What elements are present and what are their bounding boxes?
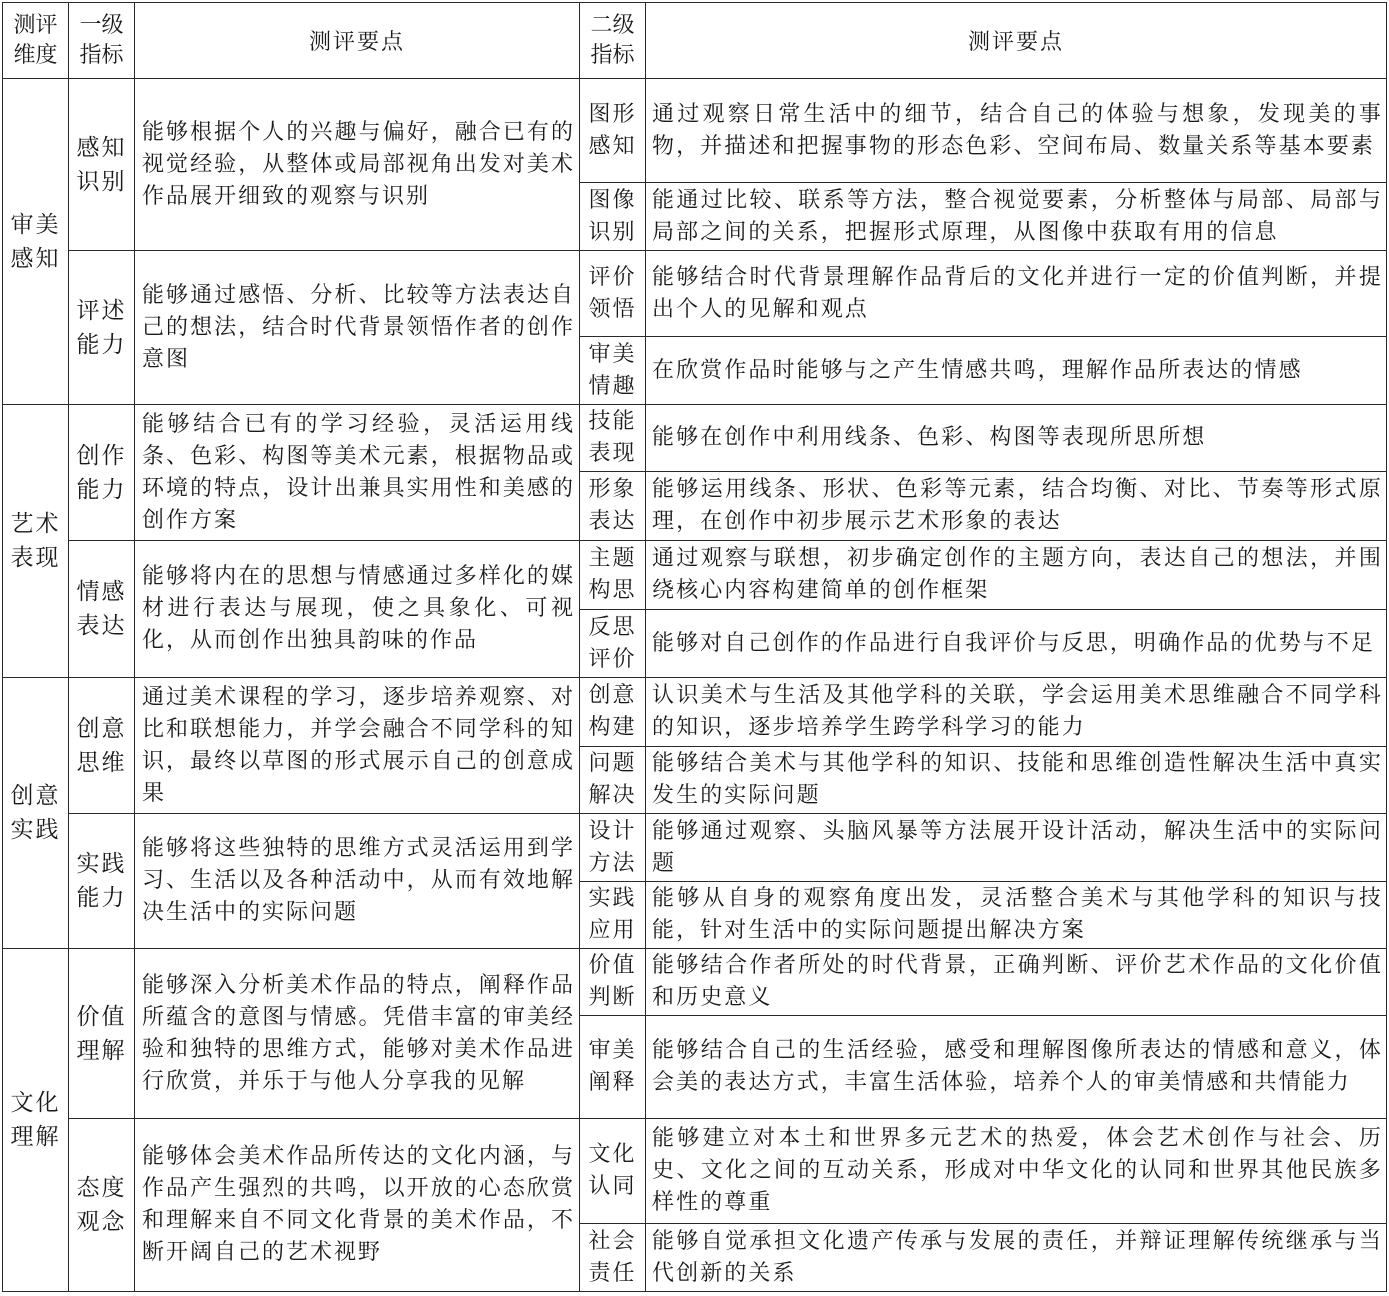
level1-points-cell: 能够体会美术作品所传达的文化内涵，与作品产生强烈的共鸣，以开放的心态欣赏和理解来自不同文化背景的美术作品，不断开阔自己的艺术视野 (135, 1119, 580, 1292)
level2-cell: 图形感知 (580, 79, 646, 183)
level2-points-cell: 能够结合自己的生活经验，感受和理解图像所表达的情感和意义，体会美的表达方式，丰富生活体验，培养个人的审美情感和共情能力 (646, 1016, 1387, 1119)
table-row (3, 251, 1387, 337)
table-row (3, 405, 1387, 472)
level2-cell: 形象表达 (580, 472, 646, 541)
header-level1: 一级指标 (69, 3, 135, 79)
header-level2: 二级指标 (580, 3, 646, 79)
level1-points-cell: 能够通过感悟、分析、比较等方法表达自己的想法，结合时代背景领悟作者的创作意图 (135, 251, 580, 405)
level2-cell: 价值判断 (580, 949, 646, 1016)
level1-points-cell: 能够将内在的思想与情感通过多样化的媒材进行表达与展现，使之具象化、可视化，从而创作出独具韵味的作品 (135, 541, 580, 678)
table-row (3, 1119, 1387, 1224)
level2-cell: 问题解决 (580, 747, 646, 814)
level2-points-cell: 通过观察日常生活中的细节，结合自己的体验与想象，发现美的事物，并描述和把握事物的形态色彩、空间布局、数量关系等基本要素 (646, 79, 1387, 183)
level1-cell: 创意思维 (69, 678, 135, 814)
level1-points-cell: 能够根据个人的兴趣与偏好，融合已有的视觉经验，从整体或局部视角出发对美术作品展开细致的观察与识别 (135, 79, 580, 251)
level2-cell: 文化认同 (580, 1119, 646, 1224)
header-points-level2: 测评要点 (646, 3, 1387, 79)
level2-points-cell: 认识美术与生活及其他学科的关联，学会运用美术思维融合不同学科的知识，逐步培养学生跨学科学习的能力 (646, 678, 1387, 747)
dimension-cell: 审美感知 (3, 79, 69, 405)
level2-points-cell: 能通过比较、联系等方法，整合视觉要素，分析整体与局部、局部与局部之间的关系，把握形式原理，从图像中获取有用的信息 (646, 183, 1387, 251)
level2-points-cell: 能够运用线条、形状、色彩等元素，结合均衡、对比、节奏等形式原理，在创作中初步展示艺术形象的表达 (646, 472, 1387, 541)
table-row (3, 541, 1387, 610)
level1-points-cell: 能够深入分析美术作品的特点，阐释作品所蕴含的意图与情感。凭借丰富的审美经验和独特的思维方式，能够对美术作品进行欣赏，并乐于与他人分享我的见解 (135, 949, 580, 1119)
level2-points-cell: 能够结合作者所处的时代背景，正确判断、评价艺术作品的文化价值和历史意义 (646, 949, 1387, 1016)
evaluation-table (2, 2, 1387, 1292)
level2-cell: 主题构思 (580, 541, 646, 610)
level1-points-cell: 通过美术课程的学习，逐步培养观察、对比和联想能力，并学会融合不同学科的知识，最终以草图的形式展示自己的创意成果 (135, 678, 580, 814)
level2-points-cell: 能够对自己创作的作品进行自我评价与反思，明确作品的优势与不足 (646, 610, 1387, 678)
table-row (3, 79, 1387, 183)
header-points-level1: 测评要点 (135, 3, 580, 79)
level2-cell: 审美情趣 (580, 337, 646, 405)
level2-cell: 社会责任 (580, 1224, 646, 1292)
table-row (3, 814, 1387, 882)
level2-cell: 创意构建 (580, 678, 646, 747)
level2-cell: 设计方法 (580, 814, 646, 882)
level2-cell: 反思评价 (580, 610, 646, 678)
level1-cell: 感知识别 (69, 79, 135, 251)
header-dimension: 测评维度 (3, 3, 69, 79)
level1-points-cell: 能够将这些独特的思维方式灵活运用到学习、生活以及各种活动中，从而有效地解决生活中的实际问题 (135, 814, 580, 949)
table-row (3, 949, 1387, 1016)
level2-cell: 评价领悟 (580, 251, 646, 337)
level1-points-cell: 能够结合已有的学习经验，灵活运用线条、色彩、构图等美术元素，根据物品或环境的特点，设计出兼具实用性和美感的创作方案 (135, 405, 580, 541)
dimension-cell: 创意实践 (3, 678, 69, 949)
level2-points-cell: 能够自觉承担文化遗产传承与发展的责任，并辩证理解传统继承与当代创新的关系 (646, 1224, 1387, 1292)
level1-cell: 实践能力 (69, 814, 135, 949)
level2-points-cell: 能够建立对本土和世界多元艺术的热爱，体会艺术创作与社会、历史、文化之间的互动关系，形成对中华文化的认同和世界其他民族多样性的尊重 (646, 1119, 1387, 1224)
level2-cell: 技能表现 (580, 405, 646, 472)
level2-points-cell: 能够从自身的观察角度出发，灵活整合美术与其他学科的知识与技能，针对生活中的实际问题提出解决方案 (646, 882, 1387, 949)
level2-points-cell: 通过观察与联想，初步确定创作的主题方向，表达自己的想法，并围绕核心内容构建简单的创作框架 (646, 541, 1387, 610)
level2-points-cell: 能够通过观察、头脑风暴等方法展开设计活动，解决生活中的实际问题 (646, 814, 1387, 882)
level2-points-cell: 能够在创作中利用线条、色彩、构图等表现所思所想 (646, 405, 1387, 472)
level1-cell: 价值理解 (69, 949, 135, 1119)
dimension-cell: 文化理解 (3, 949, 69, 1292)
level1-cell: 情感表达 (69, 541, 135, 678)
table-row (3, 678, 1387, 747)
level1-cell: 态度观念 (69, 1119, 135, 1292)
level2-points-cell: 能够结合时代背景理解作品背后的文化并进行一定的价值判断，并提出个人的见解和观点 (646, 251, 1387, 337)
level2-cell: 审美阐释 (580, 1016, 646, 1119)
level1-cell: 创作能力 (69, 405, 135, 541)
level2-points-cell: 在欣赏作品时能够与之产生情感共鸣，理解作品所表达的情感 (646, 337, 1387, 405)
level2-points-cell: 能够结合美术与其他学科的知识、技能和思维创造性解决生活中真实发生的实际问题 (646, 747, 1387, 814)
level1-cell: 评述能力 (69, 251, 135, 405)
dimension-cell: 艺术表现 (3, 405, 69, 678)
level2-cell: 图像识别 (580, 183, 646, 251)
level2-cell: 实践应用 (580, 882, 646, 949)
header-row (3, 3, 1387, 79)
